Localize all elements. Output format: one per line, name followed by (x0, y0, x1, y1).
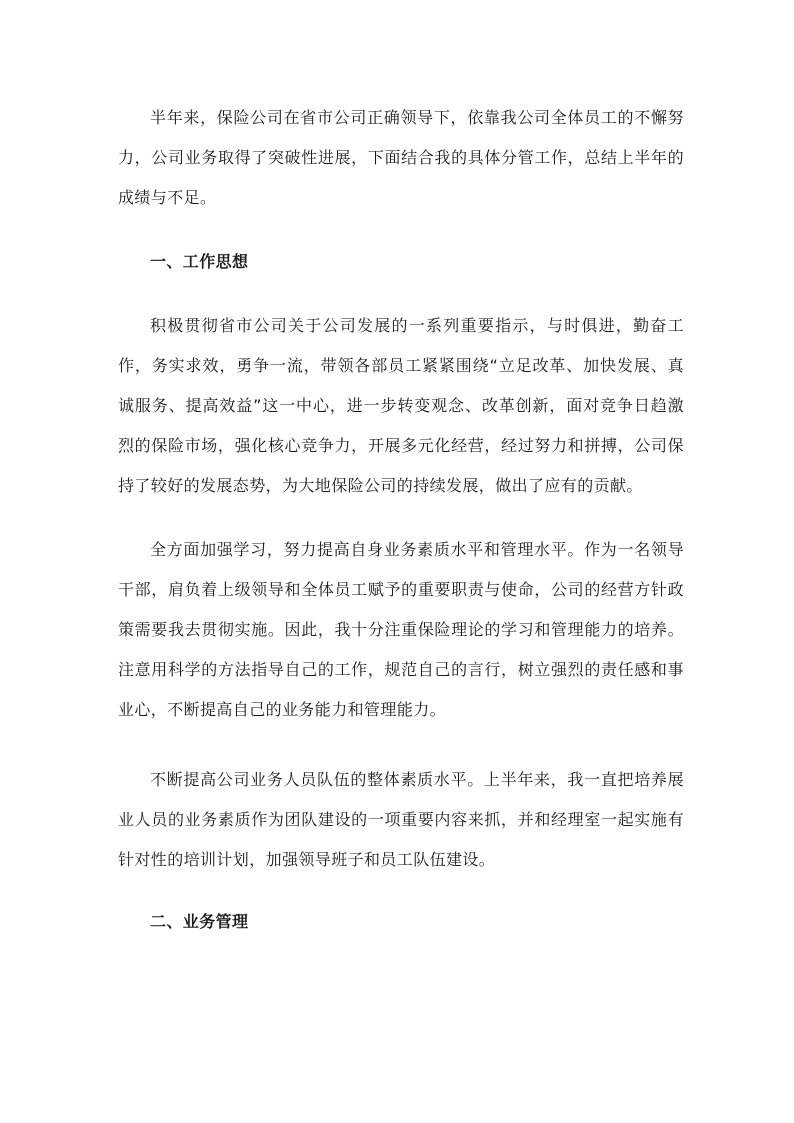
team-quality-paragraph: 不断提高公司业务人员队伍的整体素质水平。上半年来，我一直把培养展业人员的业务素质作为团队建设的一项重要内容来抓，并和经理室一起实施有针对性的培训计划，加强领导班子和员工队伍建设。 (118, 770, 684, 869)
section-heading-work-thought: 一、工作思想 (150, 252, 249, 271)
intro-paragraph: 半年来，保险公司在省市公司正确领导下，依靠我公司全体员工的不懈努力，公司业务取得了突破性进展，下面结合我的具体分管工作，总结上半年的成绩与不足。 (118, 108, 684, 207)
work-thought-paragraph: 积极贯彻省市公司关于公司发展的一系列重要指示，与时俱进，勤奋工作，务实求效，勇争一流，带领各部员工紧紧围绕“立足改革、加快发展、真诚服务、提高效益”这一中心，进一步转变观念、改革创新，面对竞争日趋激烈的保险市场，强化核心竞争力，开展多元化经营，经过努力和拼搏，公司保持了较好的发展态势，为大地保险公司的持续发展，做出了应有的贡献。 (118, 316, 684, 495)
section-heading-business-management: 二、业务管理 (150, 912, 249, 931)
study-paragraph: 全方面加强学习，努力提高自身业务素质水平和管理水平。作为一名领导干部，肩负着上级领导和全体员工赋予的重要职责与使命，公司的经营方针政策需要我去贯彻实施。因此，我十分注重保险理论的学习和管理能力的培养。注意用科学的方法指导自己的工作，规范自己的言行，树立强烈的责任感和事业心，不断提高自己的业务能力和管理能力。 (118, 540, 684, 719)
